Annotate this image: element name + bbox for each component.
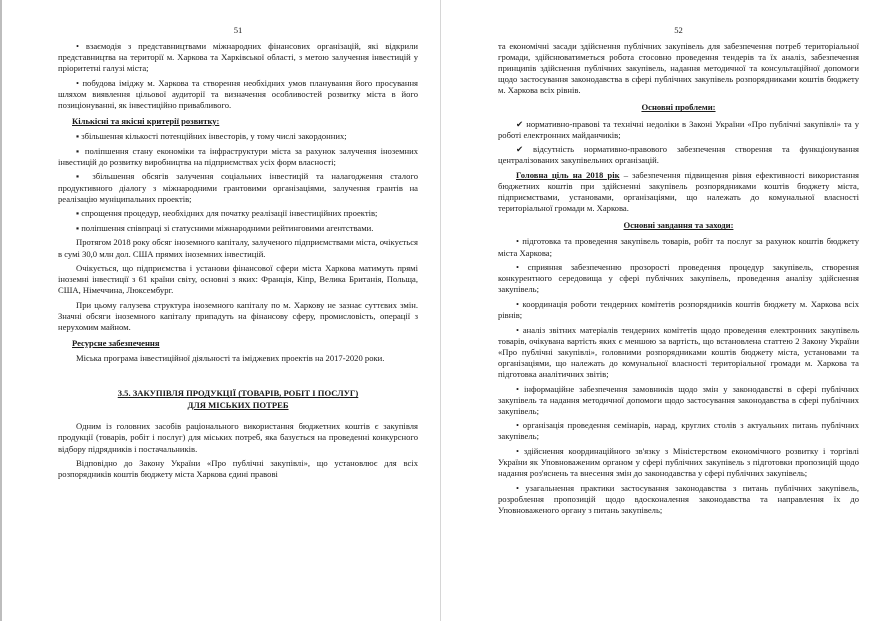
section-paragraph: Відповідно до Закону України «Про публічні закупівлі», що установлює для всіх розпорядників коштів бюджету міста Харкова єдині правові [58,458,418,480]
task-item: • підготовка та проведення закупівель товарів, робіт та послуг за рахунок коштів бюджету міста Харкова; [498,236,859,258]
problems-heading: Основні проблеми: [641,102,716,113]
criteria-item: ▪ збільшення обсягів залучення соціальних інвестицій та налагодження сталого продуктивного діалогу з міжнародними грантовими організаціями, залучення грантів на реалізацію муніципальних проектів; [58,171,418,204]
page-number: 51 [233,25,243,35]
section-title-line-2: ДЛЯ МІСЬКИХ ПОТРЕБ [187,399,289,410]
body-paragraph: Протягом 2018 року обсяг іноземного капіталу, залученого підприємствами міста, очікується в сумі 30,0 млн дол. США прямих іноземних інвестицій. [58,237,418,259]
criteria-item: ▪ поліпшення співпраці зі статусними міжнародними рейтинговими агентствами. [76,222,374,233]
goal-label: Головна ціль на 2018 рік [516,169,620,180]
bullet-paragraph: • взаємодія з представництвами міжнародних фінансових організацій, які відкрили представництва на території м. Харкова та Харківської області, з метою залучення інвестицій у пріоритетні галузі міста; [58,41,418,74]
criteria-heading: Кількісні та якісні критерії розвитку: [72,116,220,127]
section-paragraph: Одним із головних засобів раціонального використання бюджетних коштів є закупівля продукції (товарів, робіт і послуг) для міських потреб, яка базується на проведенні конкурсного відбору підрядників і постачальників. [58,421,418,454]
task-item: • інформаційне забезпечення замовників щодо змін у законодавстві в сфері публічних закупівель та надання методичної допомоги щодо застосування законодавства в сфері публічних закупівель; [498,383,859,416]
goal-text: – забезпечення підвищення рівня ефективності використання бюджетних коштів при здійсненні закупівель розпорядниками коштів бюджету міста, підприємствами, установами, організаціями, що належать до комунальної власності територіальної громади м. Харкова. [498,169,860,214]
section-title-line-1: 3.5. ЗАКУПІВЛЯ ПРОДУКЦІЇ (ТОВАРІВ, РОБІТ І ПОСЛУГ) [117,388,359,399]
page-number: 52 [674,25,683,35]
task-item: • здійснення координаційного зв'язку з Міністерством економічного розвитку і торгівлі України як Уповноваженим органом у сфері публічних закупівель з підготовки пропозицій щодо надання роз'яснень та внесення змін до законодавства у сфері публічних закупівель; [498,446,859,479]
tasks-heading: Основні завдання та заходи: [623,220,734,231]
task-item: • координація роботи тендерних комітетів розпорядників коштів бюджету м. Харкова всіх рівнів; [498,298,859,320]
left-page [0,0,440,621]
task-item: • аналіз звітних матеріалів тендерних комітетів щодо проведення електронних закупівель товарів, очікувана вартість яких є меншою за вартість, що встановлена статтею 2 Закону України «Про публічні закупівлі», головними розпорядниками коштів бюджету міста, установами та організаціями, що належать до комунальної власності територіальної громади м. Харкова та підготовка аналітичних звітів; [498,324,859,379]
criteria-item: ▪ поліпшення стану економіки та інфраструктури міста за рахунок залучення іноземних інвестицій до розвитку виробництва на підприємствах усіх форм власності; [58,145,418,167]
body-paragraph: При цьому галузева структура іноземного капіталу по м. Харкову не зазнає суттєвих змін. Значні обсяги іноземного капіталу припадуть на фінансову сферу, промисловість, операції з нерухомим майном. [58,299,418,333]
task-item: • організація проведення семінарів, нарад, круглих столів з актуальних питань публічних закупівель; [498,420,859,442]
problem-item: ✔ нормативно-правові та технічні недоліки в Законі України «Про публічні закупівлі» та у роботі електронних майданчиків; [498,118,859,140]
task-item: • сприяння забезпеченню прозорості проведення процедур закупівель, створення конкурентного середовища у сфері публічних закупівель, проведення аналізу здійснення закупівель; [498,262,859,295]
intro-paragraph: та економічні засади здійснення публічних закупівель для забезпечення потреб територіальної громади, здійснюватиметься робота стосовно проведення тендерів та їх аналіз, забезпечення принципів здійснення публічних закупівель, надання методичної та консультаційної допомоги щодо застосування законодавства в сфері публічних закупівель розпорядниками коштів бюджету м. Харкова всіх рівнів. [498,41,859,96]
right-page [440,0,881,621]
section-title [58,388,418,411]
criteria-item: ▪ спрощення процедур, необхідних для початку реалізації інвестиційних проектів; [76,208,378,219]
body-paragraph: Очікується, що підприємства і установи фінансової сфери міста Харкова матимуть прямі іноземні інвестиції з 61 країни світу, основні з яких: Франція, Кіпр, Велика Британія, Польща, США, Німеччина, Люксембург. [58,263,418,296]
task-item: • узагальнення практики застосування законодавства з питань публічних закупівель, розроблення пропозицій щодо вдосконалення законодавства та направлення їх до Уповноваженого органу з питань закупівель; [498,482,859,515]
problem-item: ✔ відсутність нормативно-правового забезпечення створення та функціонування централізованих закупівельних організацій. [498,144,859,166]
resource-heading: Ресурсне забезпечення [72,338,160,349]
bullet-paragraph: • побудова іміджу м. Харкова та створення необхідних умов планування його просування шляхом виявлення цільової аудиторії та визначення особливостей розвитку міста в його позиціонуванні, як інвестиційно привабливого. [58,77,418,110]
criteria-item: ▪ збільшення кількості потенційних інвесторів, у тому числі закордонних; [76,131,347,142]
goal-paragraph [498,170,859,214]
resource-text: Міська програма інвестиційної діяльності та іміджевих проектів на 2017-2020 роки. [76,353,385,364]
